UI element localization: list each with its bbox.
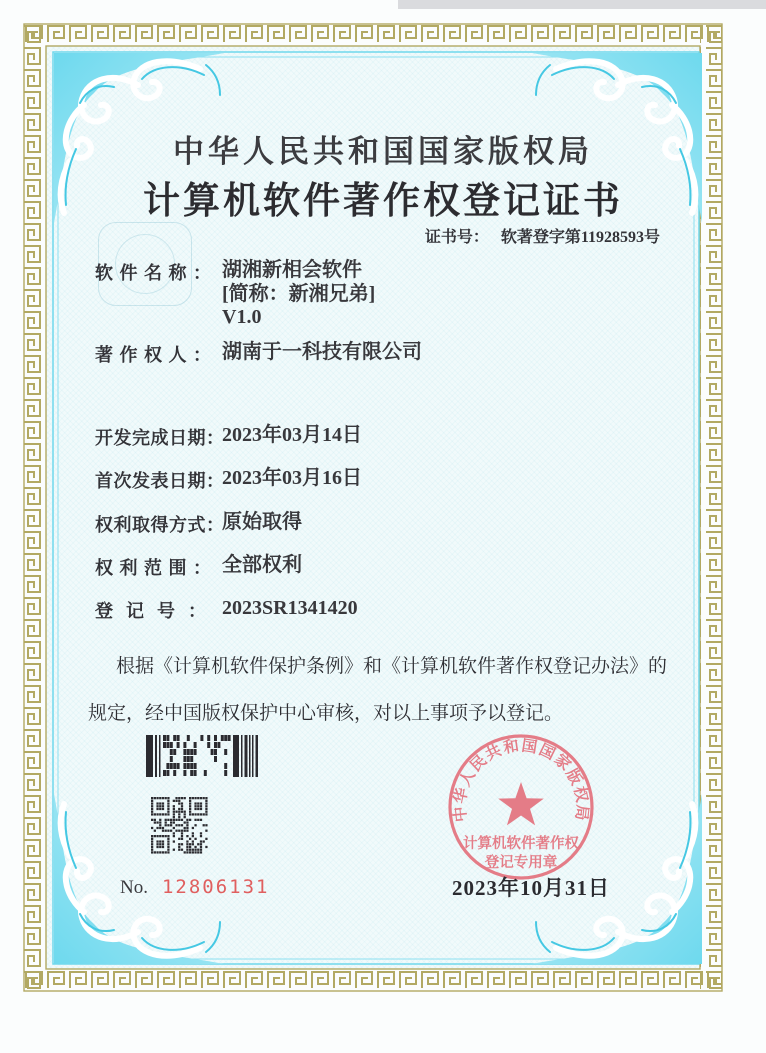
certificate-title: 计算机软件著作权登记证书: [143, 181, 623, 222]
serial-number: 12806131: [161, 876, 270, 898]
issue-date: 2023年10月31日: [452, 876, 610, 900]
field-label: 登记号：: [95, 601, 219, 621]
registration-number: 2023SR1341420: [222, 597, 358, 619]
certificate-number-label: 证书号：: [424, 229, 489, 246]
serial-number-line: [120, 876, 270, 899]
field-label: 开发完成日期：: [95, 428, 225, 448]
field-rights-scope: [95, 554, 695, 580]
software-version: V1.0: [222, 306, 262, 328]
seal-text-line-1: 计算机软件著作权: [463, 836, 579, 852]
field-label: 首次发表日期：: [95, 471, 225, 491]
field-software-name: [95, 259, 695, 328]
field-copyright-owner: [95, 341, 695, 367]
seal-ring-text: 中华人民共和国国家版权局: [451, 737, 591, 823]
registration-statement: [88, 643, 673, 737]
seal-text-line-2: 登记专用章: [484, 855, 558, 871]
first-publish-date: 2023年03月16日: [222, 467, 362, 489]
software-name: 湖湘新相会软件: [222, 259, 362, 281]
field-completion-date: [95, 424, 695, 450]
statement-line-1: 根据《计算机软件保护条例》和《计算机软件著作权登记办法》的: [116, 656, 668, 677]
software-alias: [简称：新湘兄弟]: [222, 282, 376, 305]
certificate-number-value: 软著登字第11928593号: [500, 229, 660, 246]
copyright-owner: 湖南于一科技有限公司: [222, 341, 422, 363]
authority-title: 中华人民共和国国家版权局: [173, 134, 593, 169]
field-label: 软件名称：: [95, 263, 218, 283]
serial-number-label: No.: [120, 877, 148, 898]
rights-scope: 全部权利: [222, 554, 302, 576]
barcode-2d-image: [146, 735, 259, 777]
qr-code-image: [151, 797, 208, 854]
acquisition-method: 原始取得: [222, 511, 302, 533]
statement-line-2: 规定，经中国版权保护中心审核，对以上事项予以登记。: [88, 703, 564, 724]
official-seal: [446, 732, 596, 882]
field-label: 权利取得方式：: [95, 515, 225, 535]
field-acquisition-method: [95, 511, 695, 537]
completion-date: 2023年03月14日: [222, 424, 362, 446]
field-registration-number: [95, 597, 695, 623]
field-value: [222, 259, 375, 330]
field-label: 著作权人：: [95, 345, 218, 365]
field-label: 权利范围：: [95, 558, 218, 578]
field-first-publish-date: [95, 467, 695, 493]
red-star-icon: [498, 782, 544, 825]
certificate-number-line: [425, 224, 660, 247]
